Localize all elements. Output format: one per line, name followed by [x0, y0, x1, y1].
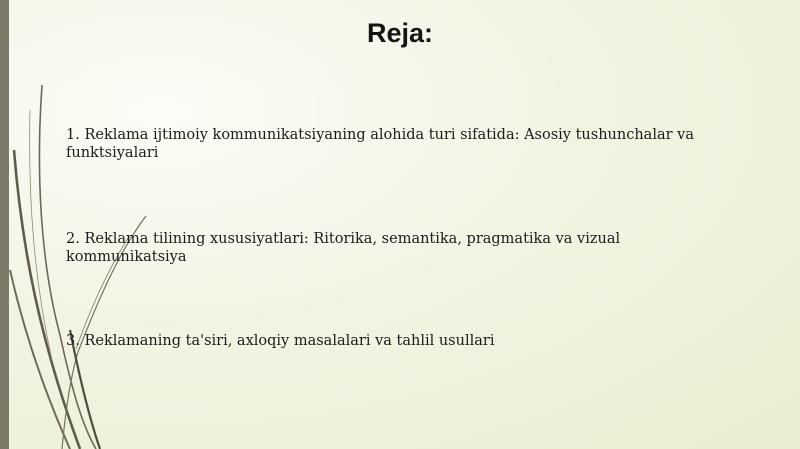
plan-item-2: 2. Reklama tilining xususiyatlari: Ritorika, semantika, pragmatika va vizual kommunikatsiya: [66, 231, 621, 265]
left-accent-bar: [0, 0, 9, 449]
slide-title: Reja:: [366, 18, 434, 48]
plan-item-1: 1. Reklama ijtimoiy kommunikatsiyaning alohida turi sifatida: Asosiy tushunchalar va funktsiyalari: [66, 127, 694, 161]
plan-item-3: 3. Reklamaning ta'siri, axloqiy masalalari va tahlil usullari: [66, 333, 495, 349]
